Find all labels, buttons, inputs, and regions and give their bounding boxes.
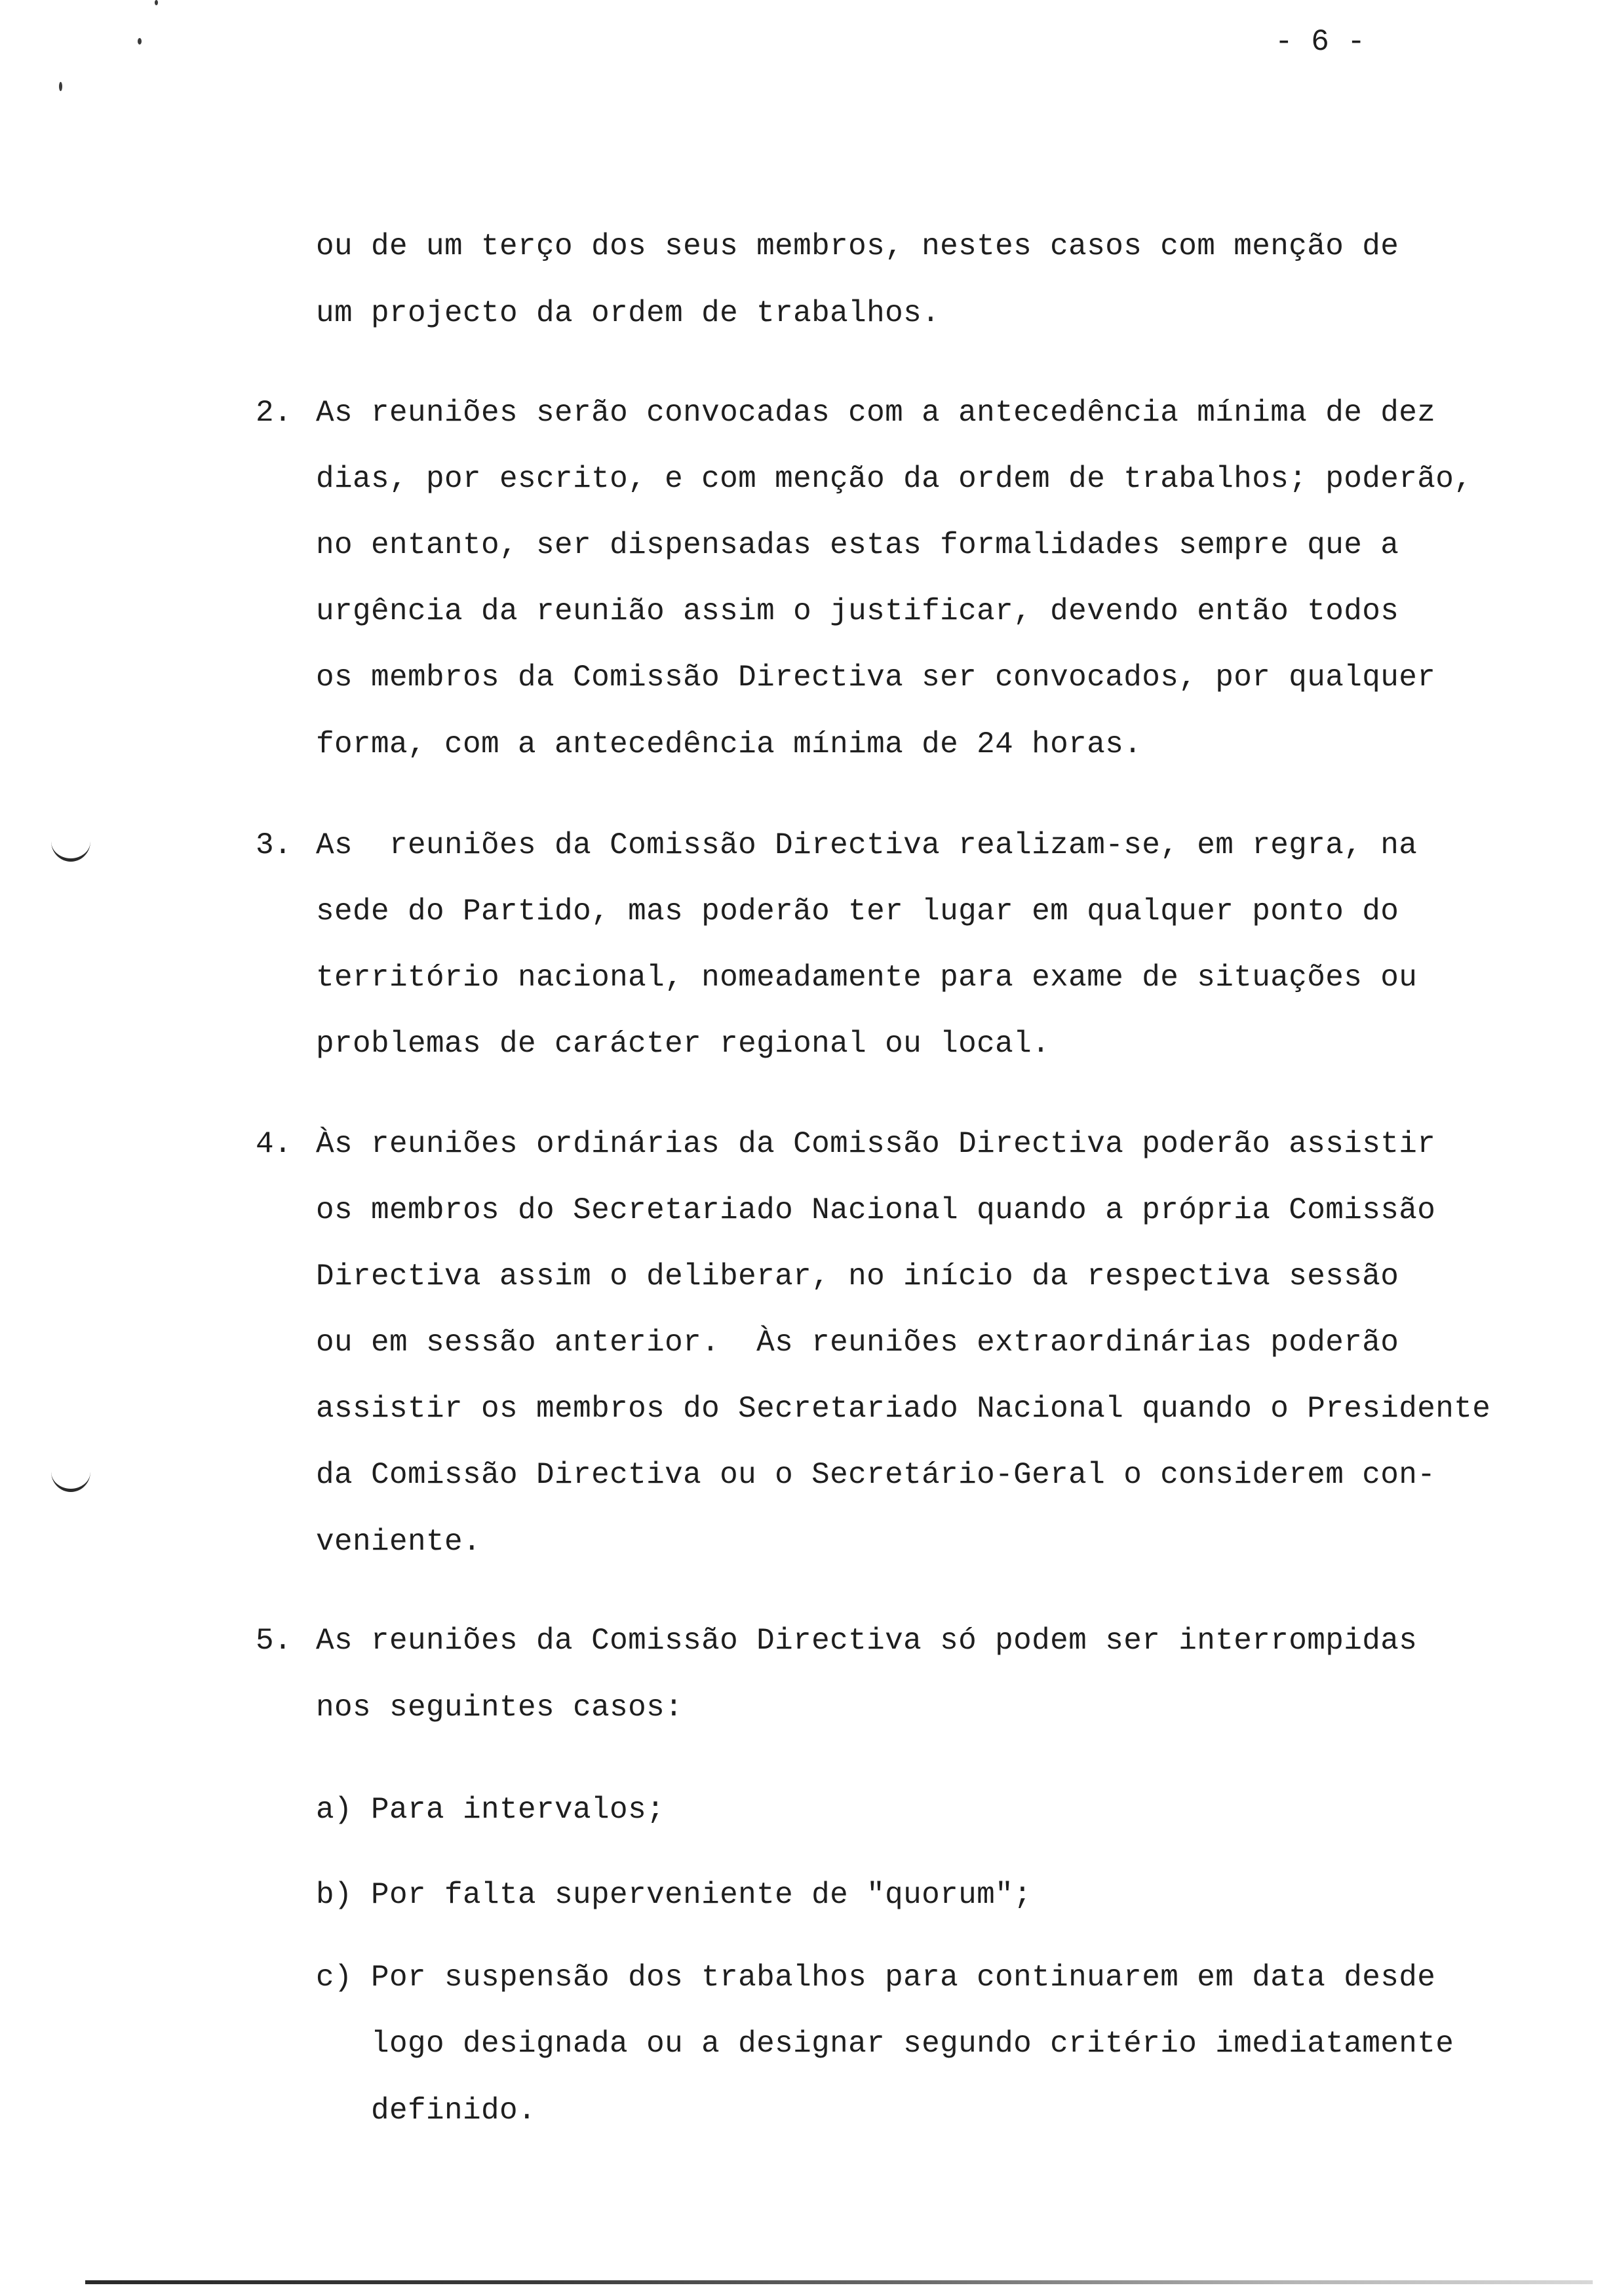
text-line: Às reuniões ordinárias da Comissão Directiva poderão assistir [316, 1127, 1436, 1161]
item-number: 5. [256, 1624, 292, 1658]
text-line: problemas de carácter regional ou local. [316, 1027, 1051, 1061]
text-line: território nacional, nomeadamente para exame de situações ou [316, 961, 1418, 995]
item-number: 2. [256, 396, 292, 430]
sub-item-label: b) [316, 1878, 353, 1912]
text-line: nos seguintes casos: [316, 1691, 684, 1725]
text-line: As reuniões da Comissão Directiva realizam-se, em regra, na [316, 828, 1418, 862]
text-line: veniente. [316, 1525, 482, 1559]
scan-speck [138, 38, 142, 45]
text-line: no entanto, ser dispensadas estas formalidades sempre que a [316, 528, 1399, 562]
text-line: As reuniões serão convocadas com a antecedência mínima de dez [316, 396, 1436, 430]
text-line: um projecto da ordem de trabalhos. [316, 296, 941, 330]
scan-speck [59, 82, 62, 91]
text-line: sede do Partido, mas poderão ter lugar em qualquer ponto do [316, 894, 1399, 928]
margin-mark [51, 1472, 90, 1492]
text-line: os membros da Comissão Directiva ser convocados, por qualquer [316, 660, 1436, 695]
text-line: As reuniões da Comissão Directiva só podem ser interrompidas [316, 1624, 1418, 1658]
text-line: Directiva assim o deliberar, no início da respectiva sessão [316, 1259, 1399, 1293]
item-number: 3. [256, 828, 292, 862]
sub-item-label: c) [316, 1961, 353, 1995]
page-number: - 6 - [1275, 25, 1366, 59]
bottom-scan-edge [85, 2280, 1593, 2284]
text-line: assistir os membros do Secretariado Nacional quando o Presidente [316, 1392, 1491, 1426]
text-line: Por falta superveniente de "quorum"; [371, 1878, 1032, 1912]
text-line: os membros do Secretariado Nacional quando a própria Comissão [316, 1193, 1436, 1227]
text-line: Para intervalos; [371, 1793, 665, 1827]
margin-mark [51, 841, 90, 862]
scan-speck [155, 0, 158, 5]
text-line: forma, com a antecedência mínima de 24 horas. [316, 727, 1142, 761]
text-line: da Comissão Directiva ou o Secretário-Geral o considerem con- [316, 1458, 1436, 1492]
text-line: ou em sessão anterior. Às reuniões extraordinárias poderão [316, 1326, 1399, 1360]
text-line: definido. [371, 2094, 537, 2128]
text-line: ou de um terço dos seus membros, nestes casos com menção de [316, 229, 1399, 263]
text-line: logo designada ou a designar segundo critério imediatamente [371, 2027, 1454, 2061]
text-line: dias, por escrito, e com menção da ordem de trabalhos; poderão, [316, 462, 1473, 496]
text-line: urgência da reunião assim o justificar, devendo então todos [316, 594, 1399, 628]
item-number: 4. [256, 1127, 292, 1161]
sub-item-label: a) [316, 1793, 353, 1827]
text-line: Por suspensão dos trabalhos para continuarem em data desde [371, 1961, 1436, 1995]
